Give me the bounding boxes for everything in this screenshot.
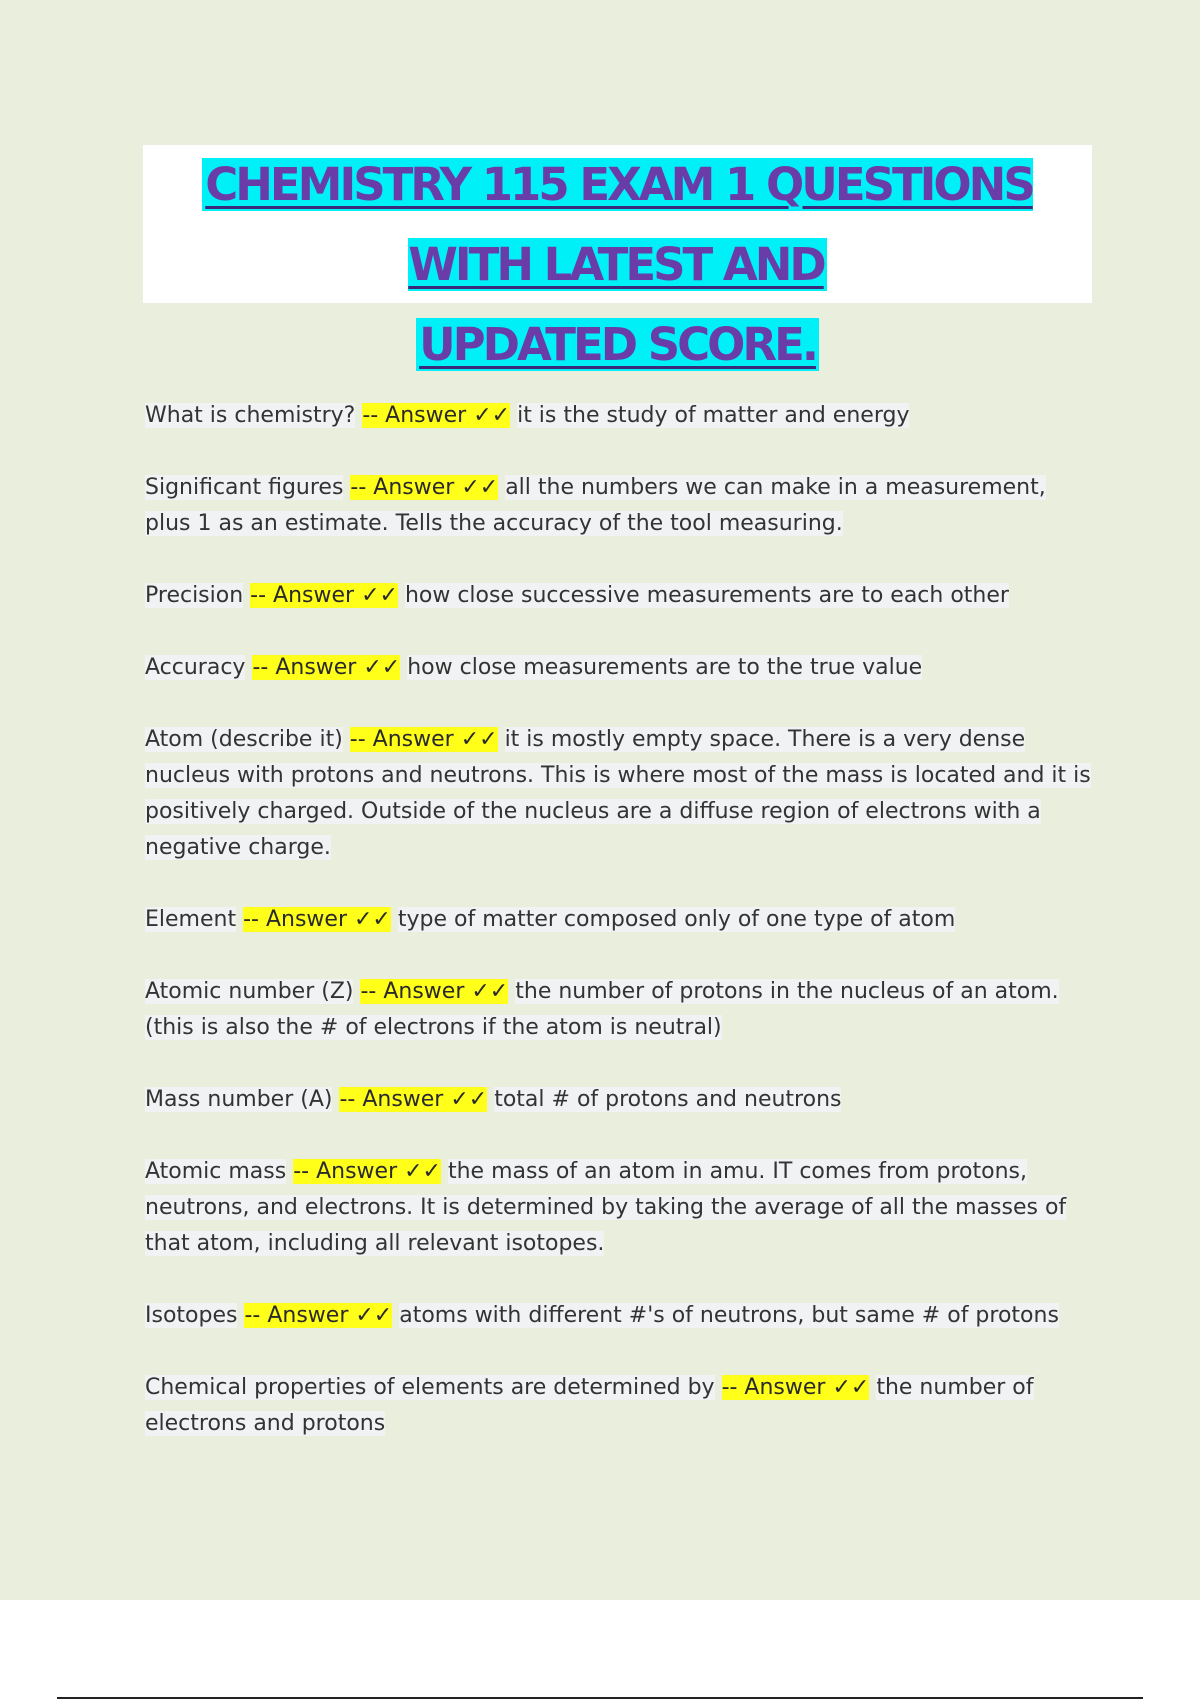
question-text: Element: [145, 907, 237, 932]
answer-text: how close measurements are to the true value: [407, 655, 923, 680]
answer-marker: -- Answer ✓✓: [721, 1375, 870, 1400]
qa-list: [145, 398, 1095, 1478]
answer-marker: -- Answer ✓✓: [243, 907, 391, 932]
question-text: Precision: [145, 583, 244, 608]
title-line-2: UPDATED SCORE.: [416, 318, 819, 371]
title-line-1: CHEMISTRY 115 EXAM 1 QUESTIONS WITH LATEST AND: [202, 158, 1033, 291]
answer-marker: -- Answer ✓✓: [252, 655, 401, 680]
question-text: Accuracy: [145, 655, 246, 680]
qa-item: [145, 650, 1095, 686]
answer-marker: -- Answer ✓✓: [293, 1159, 441, 1184]
qa-item: [145, 578, 1095, 614]
question-text: Atomic number (Z): [145, 979, 354, 1004]
qa-item: [145, 470, 1095, 542]
title-box: [143, 145, 1092, 371]
question-text: Mass number (A): [145, 1087, 333, 1112]
question-text: What is chemistry?: [145, 403, 356, 428]
footer-divider: [57, 1697, 1143, 1699]
question-text: Chemical properties of elements are determined by: [145, 1375, 715, 1400]
question-text: Significant figures: [145, 475, 344, 500]
answer-marker: -- Answer ✓✓: [244, 1303, 393, 1328]
answer-text: atoms with different #'s of neutrons, but same # of protons: [399, 1303, 1059, 1328]
answer-text: total # of protons and neutrons: [494, 1087, 842, 1112]
qa-item: [145, 398, 1095, 434]
document-title: [143, 145, 1092, 385]
question-text: Isotopes: [145, 1303, 238, 1328]
qa-item: [145, 722, 1095, 866]
question-text: Atomic mass: [145, 1159, 287, 1184]
answer-text: the number of electrons and protons: [145, 1375, 1034, 1436]
answer-marker: -- Answer ✓✓: [350, 475, 499, 500]
answer-text: how close successive measurements are to each other: [404, 583, 1009, 608]
answer-marker: -- Answer ✓✓: [349, 727, 498, 752]
answer-text: type of matter composed only of one type of atom: [397, 907, 956, 932]
qa-item: [145, 1370, 1095, 1442]
answer-text: all the numbers we can make in a measurement, plus 1 as an estimate. Tells the accuracy of the tool measuring.: [145, 475, 1046, 536]
answer-marker: -- Answer ✓✓: [339, 1087, 488, 1112]
answer-text: it is mostly empty space. There is a very dense nucleus with protons and neutrons. This is where most of the mass is located and it is positively charged. Outside of the nucleus are a diffuse region of electrons with a negative charge.: [145, 727, 1091, 860]
answer-text: it is the study of matter and energy: [517, 403, 910, 428]
qa-item: [145, 1298, 1095, 1334]
answer-marker: -- Answer ✓✓: [250, 583, 398, 608]
answer-marker: -- Answer ✓✓: [362, 403, 511, 428]
qa-item: [145, 1154, 1095, 1262]
question-text: Atom (describe it): [145, 727, 343, 752]
answer-marker: -- Answer ✓✓: [360, 979, 509, 1004]
answer-text: the number of protons in the nucleus of an atom. (this is also the # of electrons if the atom is neutral): [145, 979, 1059, 1040]
qa-item: [145, 974, 1095, 1046]
answer-text: the mass of an atom in amu. IT comes from protons, neutrons, and electrons. It is determined by taking the average of all the masses of that atom, including all relevant isotopes.: [145, 1159, 1067, 1256]
qa-item: [145, 1082, 1095, 1118]
qa-item: [145, 902, 1095, 938]
